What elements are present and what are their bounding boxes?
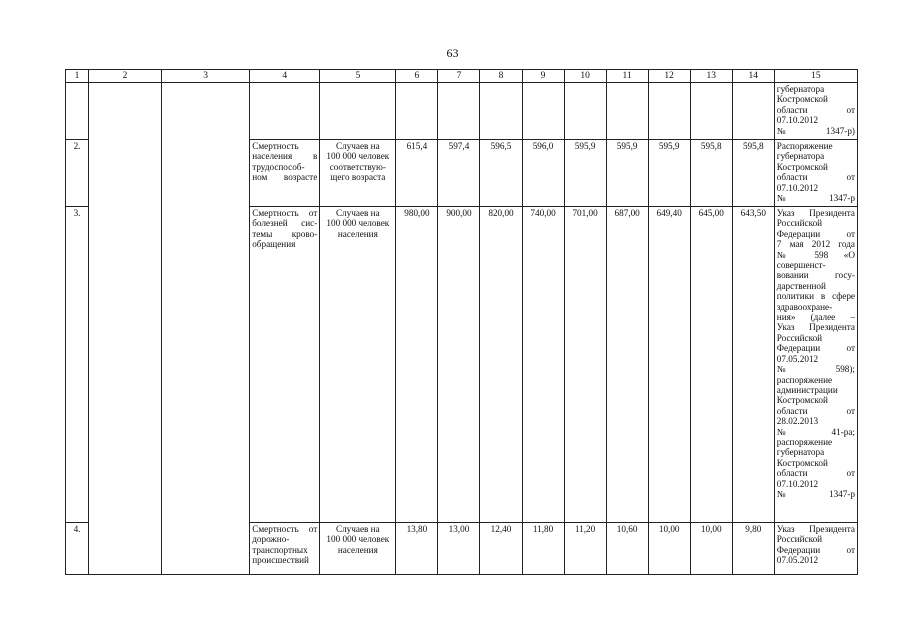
value-cell: 13,80 [396, 523, 438, 575]
column-number-8: 8 [480, 70, 522, 83]
source-cell-line: Российской [776, 218, 823, 229]
value-cell [732, 83, 774, 140]
source-cell [774, 523, 857, 575]
indicators-table [65, 69, 858, 575]
unit-cell [320, 140, 396, 207]
source-cell-line: ния» (далее – [776, 312, 855, 323]
value-cell [438, 83, 480, 140]
source-cell-line: области от [776, 172, 855, 183]
column-number-1: 1 [66, 70, 89, 83]
value-cell [480, 83, 522, 140]
column-number-9: 9 [522, 70, 564, 83]
row-number: 2. [66, 140, 89, 207]
value-cell: 649,40 [648, 207, 690, 523]
unit-cell [320, 83, 396, 140]
source-cell-line: распоряжение [776, 374, 833, 385]
source-cell-line: распоряжение [776, 436, 833, 447]
indicator-cell-line: Смертность [252, 141, 299, 151]
indicator-cell-line: дорожно- [252, 534, 290, 545]
value-cell: 596,5 [480, 140, 522, 207]
value-cell: 596,0 [522, 140, 564, 207]
source-cell [774, 207, 857, 523]
source-cell-line: № 41-ра; [776, 426, 855, 437]
column-number-4: 4 [250, 70, 320, 83]
column-number-10: 10 [564, 70, 606, 83]
column-number-13: 13 [690, 70, 732, 83]
value-cell [606, 83, 648, 140]
source-cell-line: области от [776, 104, 855, 115]
unit-cell-line: Случаев на [335, 141, 380, 151]
indicator-cell-line: транспортных [252, 544, 308, 555]
value-cell: 615,4 [396, 140, 438, 207]
value-cell [564, 83, 606, 140]
indicator-cell-line: болезней сис- [252, 218, 318, 229]
indicator-cell [250, 140, 320, 207]
value-cell [396, 83, 438, 140]
column-number-14: 14 [732, 70, 774, 83]
column-number-11: 11 [606, 70, 648, 83]
column-number-6: 6 [396, 70, 438, 83]
source-cell-line: № 598); [776, 364, 855, 375]
source-cell-line: Костромской [776, 395, 828, 406]
indicator-cell [250, 523, 320, 575]
unit-cell-line: населения [337, 544, 378, 555]
value-cell: 11,20 [564, 523, 606, 575]
source-cell-line: губернатора [776, 447, 825, 458]
value-cell: 595,9 [564, 140, 606, 207]
value-cell: 687,00 [606, 207, 648, 523]
source-cell-line: совершенст- [776, 260, 826, 271]
source-cell-line: Указ Президента [776, 322, 855, 333]
unit-cell-line: Случаев на [335, 524, 380, 534]
source-cell-line: вовании госу- [776, 270, 855, 281]
value-cell: 701,00 [564, 207, 606, 523]
unit-cell-line: 100 000 человек [326, 534, 390, 545]
unit-cell [320, 523, 396, 575]
unit-cell-line: 100 000 человек [326, 218, 390, 229]
source-cell-line: Костромской [776, 161, 828, 172]
value-cell: 820,00 [480, 207, 522, 523]
source-cell [774, 83, 857, 140]
indicator-cell [250, 207, 320, 523]
column-2-cell [89, 83, 162, 575]
source-cell-line: 07.05.2012 [776, 353, 819, 364]
column-number-row [66, 70, 858, 83]
value-cell: 643,50 [732, 207, 774, 523]
indicator-cell [250, 83, 320, 140]
value-cell [690, 83, 732, 140]
source-cell-line: 07.05.2012 [776, 555, 819, 566]
source-cell-line: № 1347-р) [776, 125, 855, 136]
unit-cell-line: соответствую- [329, 161, 386, 172]
column-number-3: 3 [162, 70, 250, 83]
value-cell: 595,9 [648, 140, 690, 207]
column-number-2: 2 [89, 70, 162, 83]
row-number [66, 83, 89, 140]
indicator-cell-line: Смертность от [252, 208, 318, 218]
table-row [66, 83, 858, 140]
indicator-cell-line: происшествий [252, 555, 309, 566]
value-cell: 595,9 [606, 140, 648, 207]
source-cell-line: дарственной [776, 280, 826, 291]
unit-cell-line: Случаев на [335, 208, 380, 218]
column-number-5: 5 [320, 70, 396, 83]
column-number-15: 15 [774, 70, 857, 83]
source-cell-line: 07.10.2012 [776, 182, 819, 193]
row-number: 4. [66, 523, 89, 575]
source-cell-line: Распоряжение [776, 141, 833, 151]
source-cell-line: области от [776, 468, 855, 479]
column-number-7: 7 [438, 70, 480, 83]
source-cell-line: № 1347-р [776, 488, 855, 499]
value-cell: 9,80 [732, 523, 774, 575]
source-cell-line: администрации [776, 384, 838, 395]
source-cell-line: Костромской [776, 457, 828, 468]
value-cell: 595,8 [690, 140, 732, 207]
value-cell: 10,00 [648, 523, 690, 575]
value-cell [648, 83, 690, 140]
source-cell-line: политики в сфере [776, 291, 855, 302]
column-number-12: 12 [648, 70, 690, 83]
source-cell [774, 140, 857, 207]
indicator-cell-line: темы крово- [252, 228, 318, 239]
source-cell-line: № 598 «О [776, 249, 855, 260]
value-cell: 10,00 [690, 523, 732, 575]
indicator-cell-line: населения в [252, 151, 318, 162]
source-cell-line: области от [776, 405, 855, 416]
indicator-cell-line: Смертность от [252, 524, 318, 534]
indicator-cell-line: ном возрасте [252, 172, 318, 183]
indicator-cell-line: обращения [252, 239, 296, 250]
value-cell: 980,00 [396, 207, 438, 523]
source-cell-line: № 1347-р [776, 193, 855, 204]
row-number: 3. [66, 207, 89, 523]
source-cell-line: Федерации от [776, 544, 855, 555]
source-cell-line: Федерации от [776, 228, 855, 239]
value-cell: 645,00 [690, 207, 732, 523]
source-cell-line: Указ Президента [776, 524, 855, 534]
value-cell: 900,00 [438, 207, 480, 523]
page-number: 63 [446, 46, 459, 60]
column-3-cell [162, 83, 250, 575]
source-cell-line: Российской [776, 534, 823, 545]
value-cell [522, 83, 564, 140]
source-cell-line: Костромской [776, 94, 828, 105]
source-cell-line: губернатора [776, 84, 825, 94]
source-cell-line: 07.10.2012 [776, 115, 819, 126]
value-cell: 10,60 [606, 523, 648, 575]
source-cell-line: 07.10.2012 [776, 478, 819, 489]
source-cell-line: губернатора [776, 151, 825, 162]
unit-cell-line: населения [337, 228, 378, 239]
value-cell: 12,40 [480, 523, 522, 575]
source-cell-line: 7 мая 2012 года [776, 239, 855, 250]
value-cell: 11,80 [522, 523, 564, 575]
value-cell: 597,4 [438, 140, 480, 207]
source-cell-line: Российской [776, 332, 823, 343]
source-cell-line: 28.02.2013 [776, 416, 819, 427]
unit-cell-line: щего возраста [330, 172, 386, 183]
value-cell: 740,00 [522, 207, 564, 523]
source-cell-line: Указ Президента [776, 208, 855, 218]
value-cell: 13,00 [438, 523, 480, 575]
indicator-cell-line: трудоспособ- [252, 161, 305, 172]
source-cell-line: здравоохране- [776, 301, 833, 312]
source-cell-line: Федерации от [776, 343, 855, 354]
value-cell: 595,8 [732, 140, 774, 207]
unit-cell [320, 207, 396, 523]
unit-cell-line: 100 000 человек [326, 151, 390, 162]
